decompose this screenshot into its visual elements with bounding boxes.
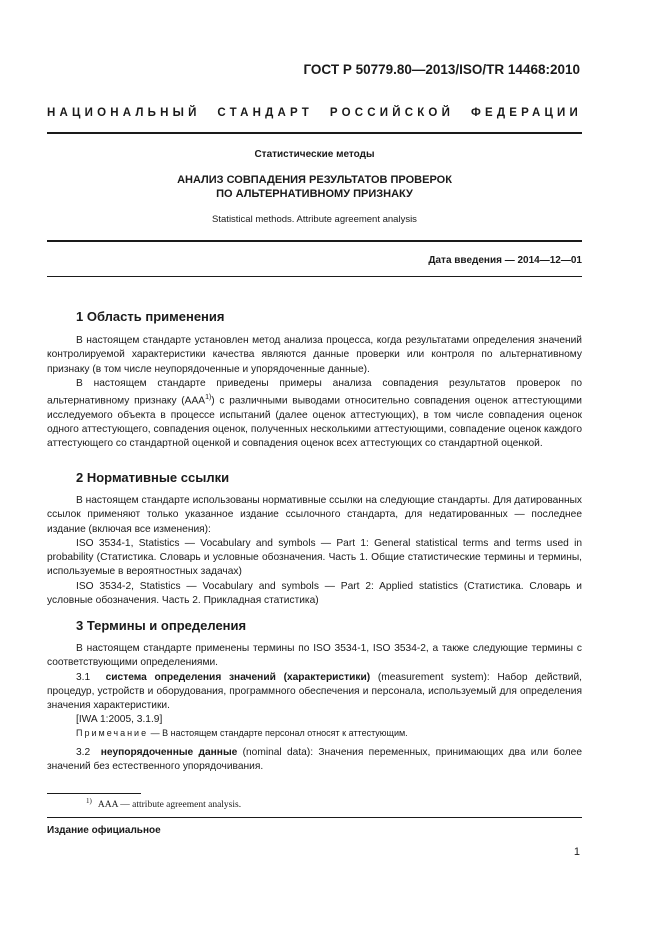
section-2-heading: 2 Нормативные ссылки [76,470,230,485]
section-3-heading: 3 Термины и определения [76,618,247,633]
national-standard-banner: НАЦИОНАЛЬНЫЙ СТАНДАРТ РОССИЙСКОЙ ФЕДЕРАЦИИ [47,107,582,119]
term-3-1: 3.1 система определения значений (характеристики) (measurement system): Набор действий, процедур, устройств и оборудования, программного обеспечения и персонала, используемый для определения значения характеристики. [47,671,582,712]
section-2-reference-iso-3534-2: ISO 3534-2, Statistics — Vocabulary and symbols — Part 2: Applied statistics (Статистика. Словарь и условные обозначения. Часть 2. Прикладная статистика) [47,580,582,607]
section-1-paragraph-1: В настоящем стандарте установлен метод анализа процесса, когда результатами определения значений контролируемой характеристики качества являются данные проверки или контроля по альтернативному признаку (в том числе неупорядоченные и упорядоченные данные). [47,335,582,375]
term-3-1-reference: [IWA 1:2005, 3.1.9] [76,714,163,726]
section-2-body [47,494,582,608]
official-edition: Издание официальное [47,825,161,836]
section-2-paragraph-1: В настоящем стандарте использованы нормативные ссылки на следующие стандарты. Для датированных ссылок применяют только указанное издание ссылочного стандарта, для недатированных — последнее издание (включая все изменения): [47,495,582,535]
term-3-2-block [47,746,582,775]
term-3-2-name: неупорядоченные данные [100,747,238,758]
term-3-2: 3.2 неупорядоченные данные (nominal data): Значения переменных, принимающих два или более значений без естественного упорядочивания. [47,747,582,773]
note-label: Примечание [76,728,149,738]
note [76,728,408,738]
title-line-2: ПО АЛЬТЕРНАТИВНОМУ ПРИЗНАКУ [216,188,413,200]
footnote-rule [47,793,141,794]
date-rule [47,276,582,277]
footer-rule [47,817,582,818]
term-3-2-definition: (nominal data): Значения переменных, принимающих два или более значений без естественного упорядочивания. [47,747,582,773]
term-3-1-name: система определения значений (характеристики) [105,671,371,683]
footnote-text: AAA –– attribute agreement analysis. [97,800,242,811]
footnote [86,797,241,810]
section-2-reference-iso-3534-1: ISO 3534-1, Statistics — Vocabulary and symbols — Part 1: General statistical terms and terms used in probability (Статистика. Словарь и условные обозначения. Часть 1. Общие статистические термины и термины, используемые в вероятностных задачах) [47,537,582,578]
section-1-paragraph-2: В настоящем стандарте приведены примеры анализа совпадения результатов проверок по альтернативному признаку (ААА$^{1)}$) с различными выводами относительно совпадения оценок аттестующими исследуемого объекта в процессе испытаний (далее оценок аттестующих), в том числе совпадения оценок одного аттестующего, совпадения оценок, полученных несколькими аттестующими, совпадение оценок каждого аттестующего со стандартной оценкой и совпадения оценок всех аттестующих со стандартной оценкой. [47,377,582,450]
note-text: — В настоящем стандарте персонал относят к аттестующим. [148,728,408,738]
page-number: 1 [573,846,580,858]
standard-number: ГОСТ Р 50779.80—2013/ISO/TR 14468:2010 [303,62,580,77]
footnote-reference: 1) [205,394,212,402]
document-title [47,173,582,201]
top-rule [47,132,582,134]
category-title: Статистические методы [254,149,375,160]
title-line-1: АНАЛИЗ СОВПАДЕНИЯ РЕЗУЛЬТАТОВ ПРОВЕРОК [177,174,452,186]
term-3-1-definition: (measurement system): Набор действий, процедур, устройств и оборудования, программного обеспечения и персонала, используемый для определения значения характеристики. [47,671,582,712]
title-bottom-rule [47,240,582,242]
section-3-body [47,642,582,728]
section-3-paragraph-1: В настоящем стандарте применены термины по ISO 3534-1, ISO 3534-2, а также следующие термины с соответствующими определениями. [47,643,582,669]
english-title: Statistical methods. Attribute agreement analysis [212,214,417,225]
effective-date: Дата введения — 2014—12—01 [428,255,582,266]
section-1-body [47,334,582,452]
section-1-heading: 1 Область применения [76,309,225,324]
footnote-marker: 1) [86,797,92,805]
